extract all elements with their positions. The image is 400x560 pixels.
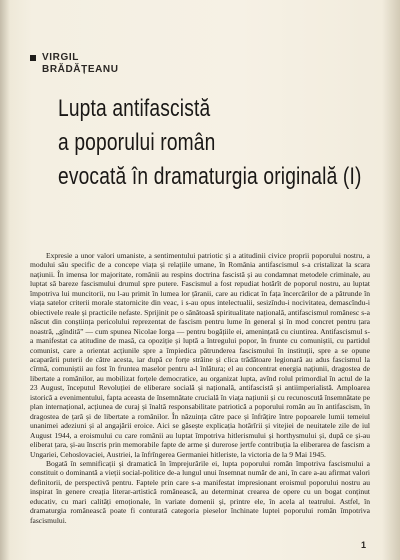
author-byline <box>30 52 119 76</box>
article-title <box>58 92 362 194</box>
author-last-name: BRĂDĂȚEANU <box>42 64 119 75</box>
page-edge <box>382 0 400 560</box>
author-first-name: VIRGIL <box>42 52 79 63</box>
title-line-1: Lupta antifascistă <box>58 95 211 122</box>
title-line-2: a poporului român <box>58 129 216 156</box>
body-paragraph-1: Expresie a unor valori umaniste, a sentimentului patriotic și a atitudinii civice proprii poporului nostru, a modului său specific de a concepe viața și relațiile umane, în România antifascismul s-a cristalizat la scara națiunii. În imensa lor majoritate, românii au respins doctrina fascistă și au condamnat metodele criminale, au luptat să bareze fascismului drumul spre putere. Fascismul a fost repudiat hotărît de poporul nostru, au luptat împotriva lui muncitorii, nu l-au primit în lumea lor țăranii, care au ridicat în fața încercărilor de a pătrunde în viața satelor criterii morale statornicite din veac, i s-au opus intelectualii, sesizîndu-i nocivitatea, demascîndu-i obiectivele reale și practicile nefaste. Sprijinit pe o sănătoasă spiritualitate națională, antifascismul românesc s-a născut din conștiința pericolului reprezentat de fascism pentru lume în general și în mod concret pentru țara noastră, „gîndită” — cum spunea Nicolae Iorga — pentru bogățiile ei, amenințată cu ciuntirea. Antifascismul s-a manifestat ca atitudine de masă, ca opoziție și luptă a întregului popor, în frunte cu comuniștii, cu partidul comunist, care a orientat acțiunile spre a împiedica pătrunderea fascismului în instituții, spre a se opune acaparării puterii de către acesta, iar după ce forțe străine și clica trădătoare legionară au adus fascismul la cîrmă, comuniștii au fost în fruntea maselor pentru a-l înlătura; el au concentrat energia națiunii, dragostea de libertate a românilor, au mobilizat forțele democratice, au organizat lupta, avînd rolul primordial în actul de la 23 August, începutul Revoluției de eliberare socială și națională, antifascistă și antiimperialistă. Amploarea istorică a evenimentului, fapta aceasta de însemnătate crucială în viața națiunii și cu recunoscută însemnătate pe plan internațional, acțiunea de curaj și înaltă responsabilitate patriotică a poporului român au în antifascism, în dragostea de țară și de libertate a românilor. În năzuința către pace și înfrățire între popoarele lumii temeiul unanimei adeziuni și al angajării eroice. Aici se găsește explicația hotărîrii și vitejiei de neuitatele zile de iul August 1944, a eroismului cu care românii au luptat împotriva hitlerismului și horthysmului și, după ce și-au eliberat țara, și-au înscris prin memorabile fapte de arme și durerose jertfe contribuția la eliberarea de fascism a Ungariei, Cehoslovaciei, Austriei, la înfrîngerea Germaniei hitleriste, la victoria de la 9 Mai 1945. <box>30 251 370 459</box>
body-paragraph-2: Bogată în semnificații și dramatică în împrejurările ei, lupta poporului român împotriva fascismului a constituit o dominantă a vieții social-politice de-a lungul unui însemnat număr de ani, în care a-au afirmat valori definitorii, de perspectivă pentru. Faptele prin care s-a manifestat impresionant eroismul poporului nostru au inspirat în genere creația literar-artistică românească, au determinat crearea de opere cu un bogat conținut educativ, cu mari calități emoționale, în variate domenii și, printre ele, în acela al teatrului. Astfel, în dramaturgia românească poate fi conturată categoria pieselor închinate luptei poporului român împotriva fascismului. <box>30 458 370 525</box>
page-number: 1 <box>360 540 366 550</box>
title-line-3: evocată în dramaturgia originală (I) <box>58 163 362 190</box>
spine-shadow <box>0 0 10 560</box>
article-body <box>30 251 370 525</box>
square-bullet-icon <box>30 55 36 61</box>
author-first-row <box>30 52 119 64</box>
